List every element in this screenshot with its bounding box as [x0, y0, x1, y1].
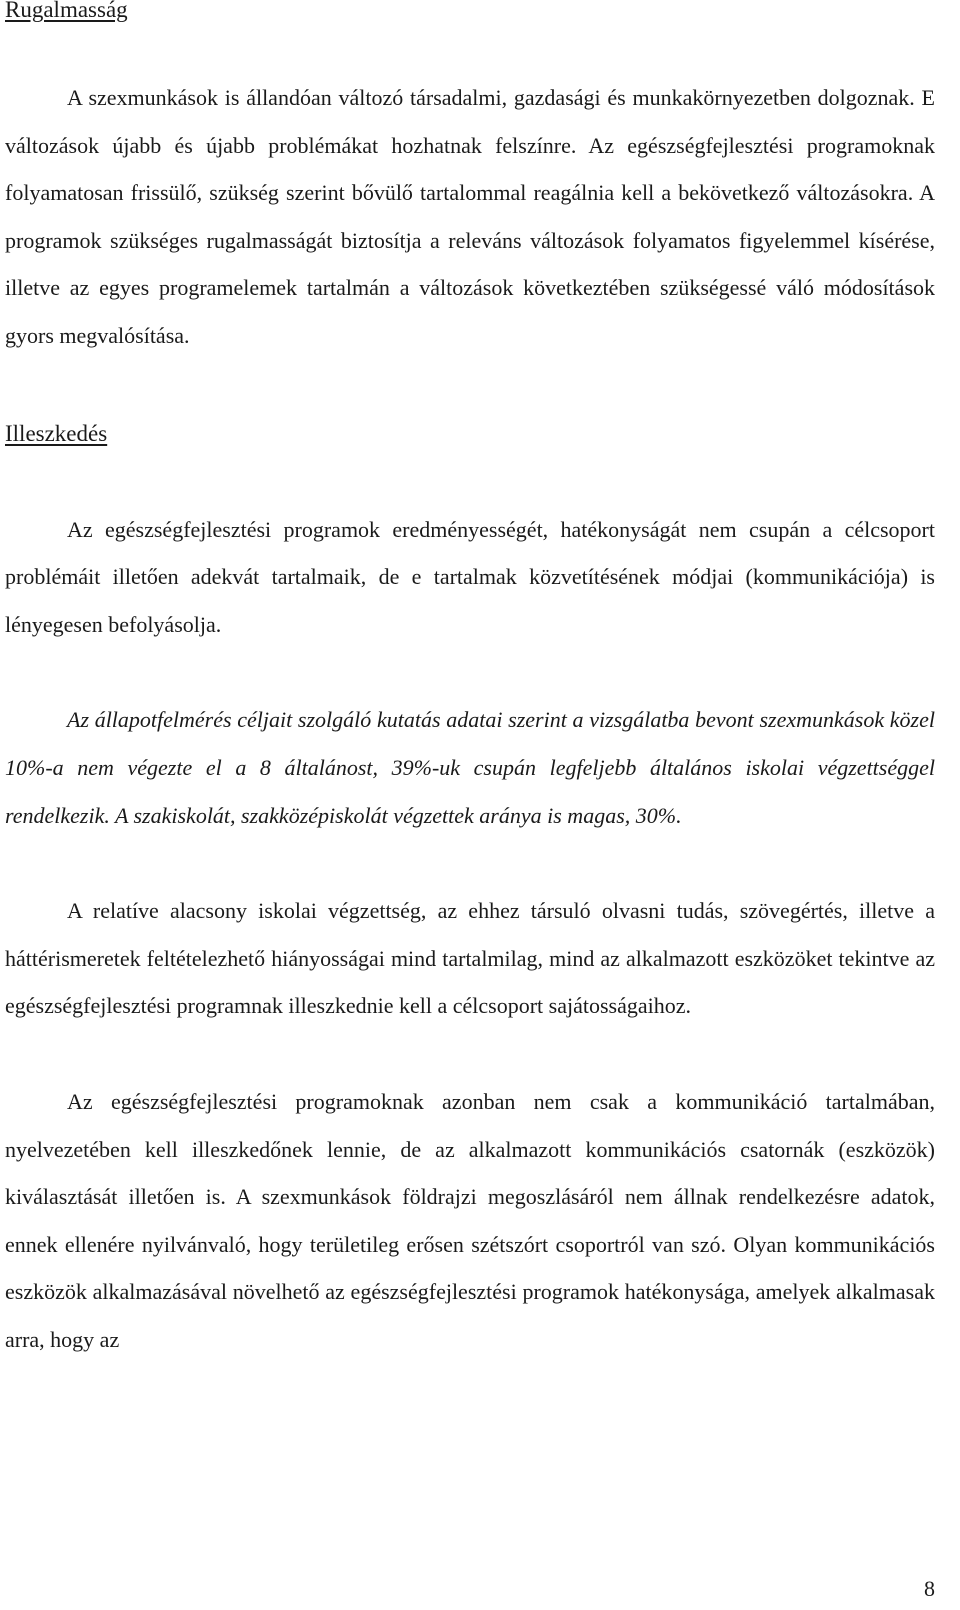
- paragraph-illeszkedes-1: Az egészségfejlesztési programok eredményességét, hatékonyságát nem csupán a célcsoport problémáit illetően adekvát tartalmaik, de e tartalmak közvetítésének módjai (kommunikációja) is lényegesen befolyásolja.: [5, 516, 935, 637]
- document-page: [5, 0, 935, 1363]
- section-heading-illeszkedes: Illeszkedés: [5, 420, 108, 446]
- paragraph-rugalmassag: A szexmunkások is állandóan változó társadalmi, gazdasági és munkakörnyezetben dolgoznak. E változások újabb és újabb problémákat hozhatnak felszínre. Az egészségfejlesztési programoknak folyamatosan frissülő, szükség szerint bővülő tartalommal reagálnia kell a bekövetkező változásokra. A programok szükséges rugalmasságát biztosítja a releváns változások folyamatos figyelemmel kísérése, illetve az egyes programelemek tartalmán a változások következtében szükségessé váló módosítások gyors megvalósítása.: [5, 85, 935, 348]
- page-number: 8: [924, 1576, 935, 1601]
- section-heading-rugalmassag: Rugalmasság: [5, 0, 128, 22]
- paragraph-illeszkedes-italic: Az állapotfelmérés céljait szolgáló kutatás adatai szerint a vizsgálatba bevont szexmunkások közel 10%-a nem végezte el a 8 általánost, 39%-uk csupán legfeljebb általános iskolai végzettséggel rendelkezik. A szakiskolát, szakközépiskolát végzettek aránya is magas, 30%.: [5, 707, 935, 828]
- paragraph-illeszkedes-2: A relatíve alacsony iskolai végzettség, az ehhez társuló olvasni tudás, szövegértés, illetve a háttérismeretek feltételezhető hiányosságai mind tartalmilag, mind az alkalmazott eszközöket tekintve az egészségfejlesztési programnak illeszkednie kell a célcsoport sajátosságaihoz.: [5, 898, 935, 1019]
- paragraph-illeszkedes-3: Az egészségfejlesztési programoknak azonban nem csak a kommunikáció tartalmában, nyelvezetében kell illeszkedőnek lennie, de az alkalmazott kommunikációs csatornák (eszközök) kiválasztását illetően is. A szexmunkások földrajzi megoszlásáról nem állnak rendelkezésre adatok, ennek ellenére nyilvánvaló, hogy területileg erősen szétszórt csoportról van szó. Olyan kommunikációs eszközök alkalmazásával növelhető az egészségfejlesztési programok hatékonysága, amelyek alkalmasak arra, hogy az: [5, 1088, 935, 1352]
